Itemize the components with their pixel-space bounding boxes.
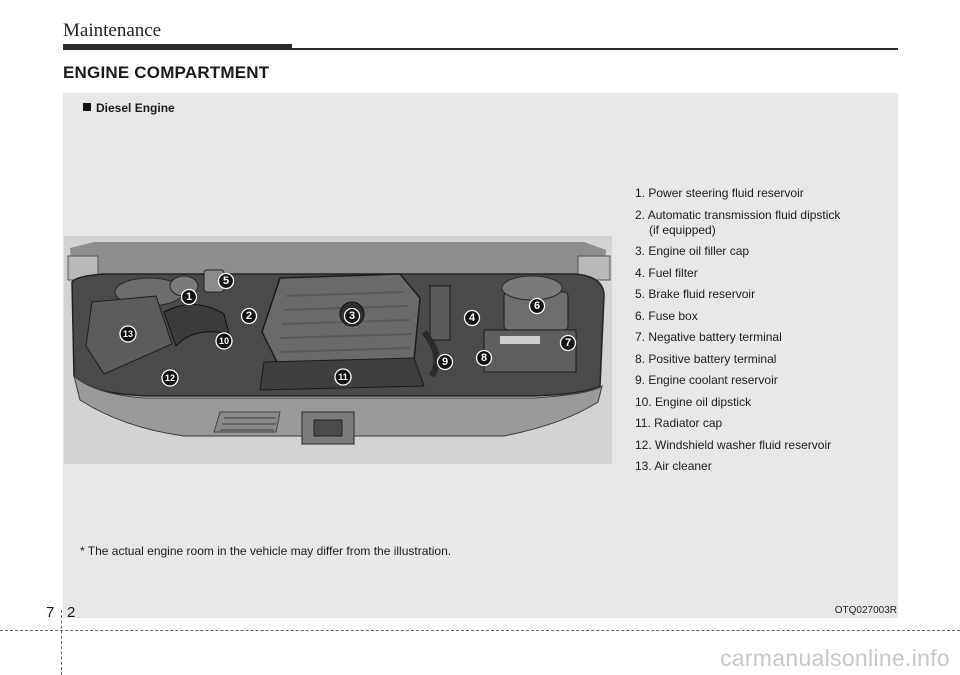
legend-item-text: Radiator cap (654, 416, 723, 430)
hood-panel (70, 242, 606, 276)
callout-13 (120, 326, 136, 342)
callout-2-label: 2 (245, 310, 253, 322)
legend-item-number: 1. (635, 186, 646, 200)
legend-item (635, 416, 890, 431)
callout-12 (162, 370, 178, 386)
legend-item-number: 9. (635, 373, 646, 387)
callout-4-label: 4 (468, 312, 476, 324)
page-chapter: 7 (46, 604, 55, 621)
callout-9-label: 9 (441, 356, 449, 368)
callout-3 (345, 309, 360, 324)
callout-12-label: 12 (164, 373, 176, 383)
callout-3-label: 3 (348, 310, 356, 322)
legend-item-text: Negative battery terminal (648, 330, 782, 344)
callout-8 (477, 351, 492, 366)
legend-item-text: Fuel filter (648, 265, 698, 280)
panel-label (83, 101, 175, 115)
callout-1-label: 1 (185, 291, 193, 303)
header-rule-thick (63, 44, 292, 50)
legend-item-number: 10. (635, 394, 652, 409)
grille-vent (214, 412, 280, 432)
callout-2 (242, 309, 257, 324)
legend-item-text: Engine oil dipstick (655, 394, 752, 409)
callout-1 (182, 290, 197, 305)
legend-item (635, 459, 890, 474)
callout-4 (465, 311, 480, 326)
engine-illustration (64, 236, 612, 464)
legend-item (635, 208, 890, 238)
legend-item-continuation: (if equipped) (649, 222, 716, 237)
legend-item-number: 13. (635, 459, 652, 473)
legend-item-text: Positive battery terminal (648, 351, 777, 366)
callout-10 (216, 333, 232, 349)
illustration-note: * The actual engine room in the vehicle may differ from the illustration. (80, 544, 452, 558)
panel-label-text: Diesel Engine (96, 101, 175, 115)
page-heading: ENGINE COMPARTMENT (63, 63, 270, 82)
legend-item-number: 6. (635, 308, 646, 323)
page-number: 2 (67, 604, 76, 621)
fuel-filter (430, 286, 450, 340)
battery-label (500, 336, 540, 344)
legend-item-number: 3. (635, 244, 646, 258)
legend-item-number: 4. (635, 265, 646, 280)
hood-latch-inner (314, 420, 342, 436)
legend-item (635, 373, 890, 388)
callout-11-label: 11 (338, 372, 348, 382)
footer-divider-horizontal (0, 630, 960, 631)
right-strut-tower (502, 276, 562, 300)
legend-item-text: Engine oil filler cap (648, 244, 750, 258)
figure-code: OTQ027003R (834, 605, 897, 616)
square-bullet-icon (83, 103, 91, 111)
callout-6 (530, 299, 545, 314)
callout-13-label: 13 (122, 329, 134, 339)
legend-item-number: 5. (635, 287, 646, 301)
callout-7-label: 7 (564, 337, 572, 349)
legend-item (635, 309, 890, 324)
footer-divider-vertical (61, 610, 62, 675)
watermark: carmanualsonline.info (719, 645, 950, 671)
legend-item (635, 186, 890, 201)
legend-item-text: Engine coolant reservoir (648, 373, 778, 387)
legend-item-text: Automatic transmission fluid dipstick (647, 207, 841, 222)
legend-item-text: Air cleaner (654, 459, 712, 473)
legend-item (635, 330, 890, 345)
legend-item (635, 395, 890, 410)
header-rule-thin (292, 48, 898, 50)
callout-8-label: 8 (480, 352, 488, 364)
legend-item-text: Power steering fluid reservoir (648, 186, 804, 200)
callout-5-label: 5 (222, 275, 230, 287)
legend-item-text: Fuse box (648, 308, 698, 323)
callout-11 (335, 369, 351, 385)
legend-item-number: 12. (635, 437, 652, 452)
legend-item-text: Brake fluid reservoir (648, 287, 756, 301)
legend-item (635, 352, 890, 367)
callout-5 (219, 274, 234, 289)
legend-item-number: 2. (635, 207, 646, 222)
callout-9 (438, 355, 453, 370)
legend-item (635, 244, 890, 259)
section-title: Maintenance (63, 20, 162, 41)
callout-6-label: 6 (533, 300, 541, 312)
legend-item-number: 11. (635, 416, 651, 430)
legend-item (635, 287, 890, 302)
component-legend (635, 186, 890, 481)
callout-10-label: 10 (218, 336, 230, 346)
legend-item-text: Windshield washer fluid reservoir (655, 437, 832, 452)
legend-item-number: 8. (635, 351, 646, 366)
legend-item-number: 7. (635, 330, 646, 344)
callout-7 (561, 336, 576, 351)
legend-item (635, 266, 890, 281)
legend-item (635, 438, 890, 453)
